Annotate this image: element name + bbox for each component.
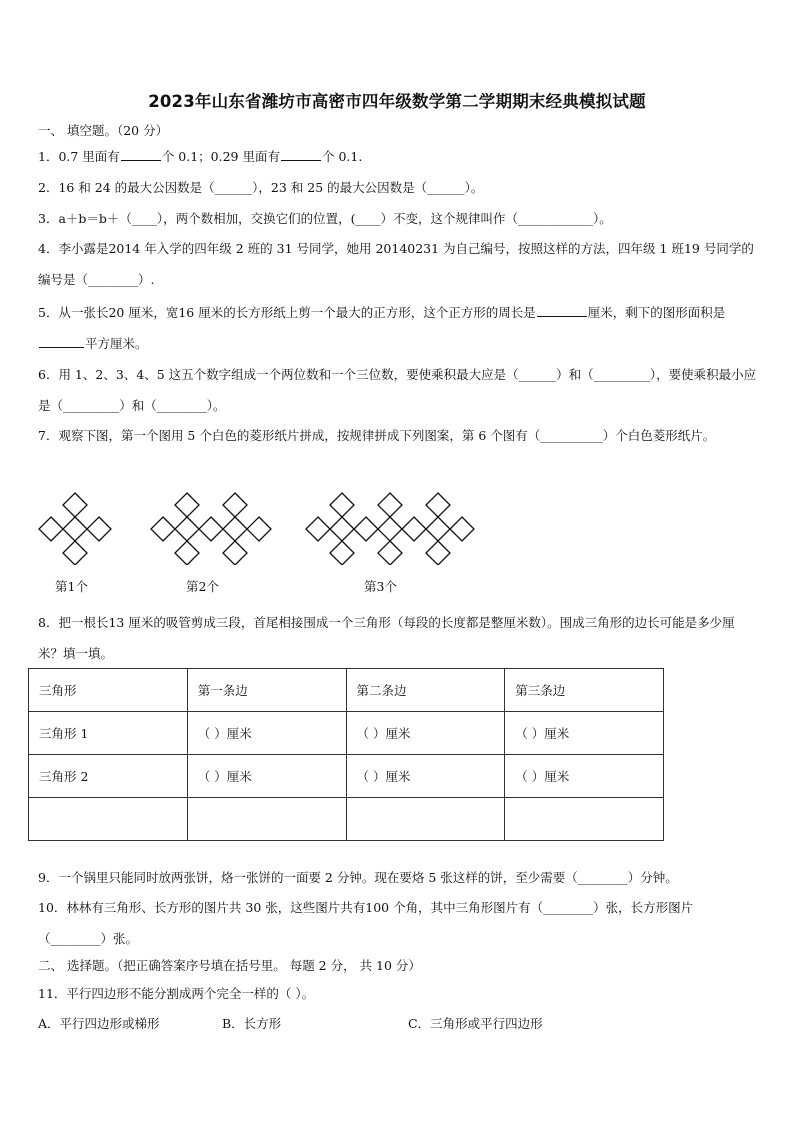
rhombus bbox=[330, 517, 354, 541]
rhombus bbox=[63, 493, 87, 517]
q11-option-b[interactable]: B．长方形 bbox=[222, 1016, 282, 1031]
q5-part-a: 5．从一张长20 厘米，宽16 厘米的长方形纸上剪一个最大的正方形，这个正方形的周长是 bbox=[38, 305, 536, 320]
q1-blank-2[interactable] bbox=[281, 148, 321, 161]
rhombus bbox=[330, 493, 354, 517]
table-header-row bbox=[29, 669, 664, 712]
rhombus bbox=[402, 517, 426, 541]
table-cell[interactable]: （ ）厘米 bbox=[505, 712, 664, 755]
table-cell[interactable]: （ ）厘米 bbox=[505, 755, 664, 798]
rhombus bbox=[223, 541, 247, 565]
question-7: 7．观察下图，第一个图用 5 个白色的菱形纸片拼成，按规律拼成下列图案，第 6 个图有（__________）个白色菱形纸片。 bbox=[38, 428, 716, 443]
rhombus bbox=[426, 517, 450, 541]
page-title: 2023年山东省潍坊市高密市四年级数学第二学期期末经典模拟试题 bbox=[148, 92, 646, 111]
rhombus bbox=[450, 517, 474, 541]
pattern-1-figure bbox=[38, 490, 113, 565]
question-2: 2．16 和 24 的最大公因数是（______），23 和 25 的最大公因数是（______）。 bbox=[38, 180, 484, 195]
table-cell[interactable]: （ ）厘米 bbox=[187, 755, 346, 798]
table-cell: 三角形 1 bbox=[29, 712, 188, 755]
question-10: 10．林林有三角形、长方形的图片共 30 张，这些图片共有100 个角，其中三角形图片有（________）张，长方形图片（________）张。 bbox=[38, 900, 694, 946]
rhombus bbox=[306, 517, 330, 541]
rhombus bbox=[426, 493, 450, 517]
question-5 bbox=[38, 297, 758, 359]
triangle-table bbox=[28, 668, 664, 841]
table-header-cell: 三角形 bbox=[29, 669, 188, 712]
table-cell[interactable]: （ ）厘米 bbox=[346, 712, 505, 755]
q5-blank-1[interactable] bbox=[537, 304, 587, 317]
q11-option-a[interactable]: A．平行四边形或梯形 bbox=[38, 1016, 160, 1031]
table-row bbox=[29, 712, 664, 755]
question-11: 11．平行四边形不能分割成两个完全一样的（ ）。 bbox=[38, 986, 315, 1001]
pattern-3-figure bbox=[305, 490, 475, 565]
rhombus bbox=[223, 517, 247, 541]
rhombus bbox=[63, 541, 87, 565]
question-3: 3．a＋b＝b＋（____），两个数相加，交换它们的位置，(____）不变，这个规律叫作（____________）。 bbox=[38, 211, 612, 226]
table-cell[interactable]: （ ）厘米 bbox=[187, 712, 346, 755]
rhombus bbox=[223, 493, 247, 517]
table-cell[interactable] bbox=[505, 798, 664, 841]
q1-part-b: 个 0.1；0.29 里面有 bbox=[161, 149, 280, 164]
rhombus bbox=[378, 493, 402, 517]
table-cell[interactable] bbox=[346, 798, 505, 841]
q5-blank-2[interactable] bbox=[39, 335, 84, 348]
question-8: 8．把一根长13 厘米的吸管剪成三段，首尾相接围成一个三角形（每段的长度都是整厘米数）。围成三角形的边长可能是多少厘米？填一填。 bbox=[38, 615, 735, 661]
rhombus bbox=[175, 541, 199, 565]
section1-heading: 一、 填空题。（20 分） bbox=[38, 123, 169, 138]
pattern-2-caption: 第2个 bbox=[186, 579, 219, 594]
q1-blank-1[interactable] bbox=[121, 148, 161, 161]
rhombus bbox=[378, 541, 402, 565]
rhombus bbox=[354, 517, 378, 541]
table-cell: 三角形 2 bbox=[29, 755, 188, 798]
question-9: 9．一个锅里只能同时放两张饼，烙一张饼的一面要 2 分钟。现在要烙 5 张这样的饼，至少需要（________）分钟。 bbox=[38, 870, 678, 885]
question-1 bbox=[38, 147, 362, 165]
table-row bbox=[29, 755, 664, 798]
table-header-cell: 第三条边 bbox=[505, 669, 664, 712]
section2-heading: 二、 选择题。（把正确答案序号填在括号里。 每题 2 分， 共 10 分） bbox=[38, 958, 421, 973]
rhombus bbox=[199, 517, 223, 541]
q1-part-c: 个 0.1. bbox=[321, 149, 363, 164]
q1-part-a: 1．0.7 里面有 bbox=[38, 149, 120, 164]
rhombus bbox=[63, 517, 87, 541]
table-cell[interactable]: （ ）厘米 bbox=[346, 755, 505, 798]
table-cell[interactable] bbox=[29, 798, 188, 841]
rhombus bbox=[175, 493, 199, 517]
rhombus bbox=[151, 517, 175, 541]
q5-part-b: 厘米，剩下的图形面积是 bbox=[587, 305, 726, 320]
rhombus bbox=[330, 541, 354, 565]
pattern-3-caption: 第3个 bbox=[364, 579, 397, 594]
q5-part-c: 平方厘米。 bbox=[85, 336, 148, 351]
table-header-cell: 第二条边 bbox=[346, 669, 505, 712]
pattern-2-figure bbox=[150, 490, 275, 565]
rhombus bbox=[87, 517, 111, 541]
rhombus bbox=[378, 517, 402, 541]
table-header-cell: 第一条边 bbox=[187, 669, 346, 712]
question-6: 6．用 1、2、3、4、5 这五个数字组成一个两位数和一个三位数，要使乘积最大应是（______）和（_________），要使乘积最小应是（_________）和（________）。 bbox=[38, 367, 757, 413]
table-cell[interactable] bbox=[187, 798, 346, 841]
question-4: 4．李小露是2014 年入学的四年级 2 班的 31 号同学，她用 20140231 为自己编号，按照这样的方法，四年级 1 班19 号同学的编号是（________）. bbox=[38, 241, 754, 287]
rhombus bbox=[247, 517, 271, 541]
pattern-1-caption: 第1个 bbox=[55, 579, 88, 594]
rhombus bbox=[39, 517, 63, 541]
table-row bbox=[29, 798, 664, 841]
q11-option-c[interactable]: C．三角形或平行四边形 bbox=[408, 1016, 543, 1031]
rhombus bbox=[175, 517, 199, 541]
rhombus bbox=[426, 541, 450, 565]
